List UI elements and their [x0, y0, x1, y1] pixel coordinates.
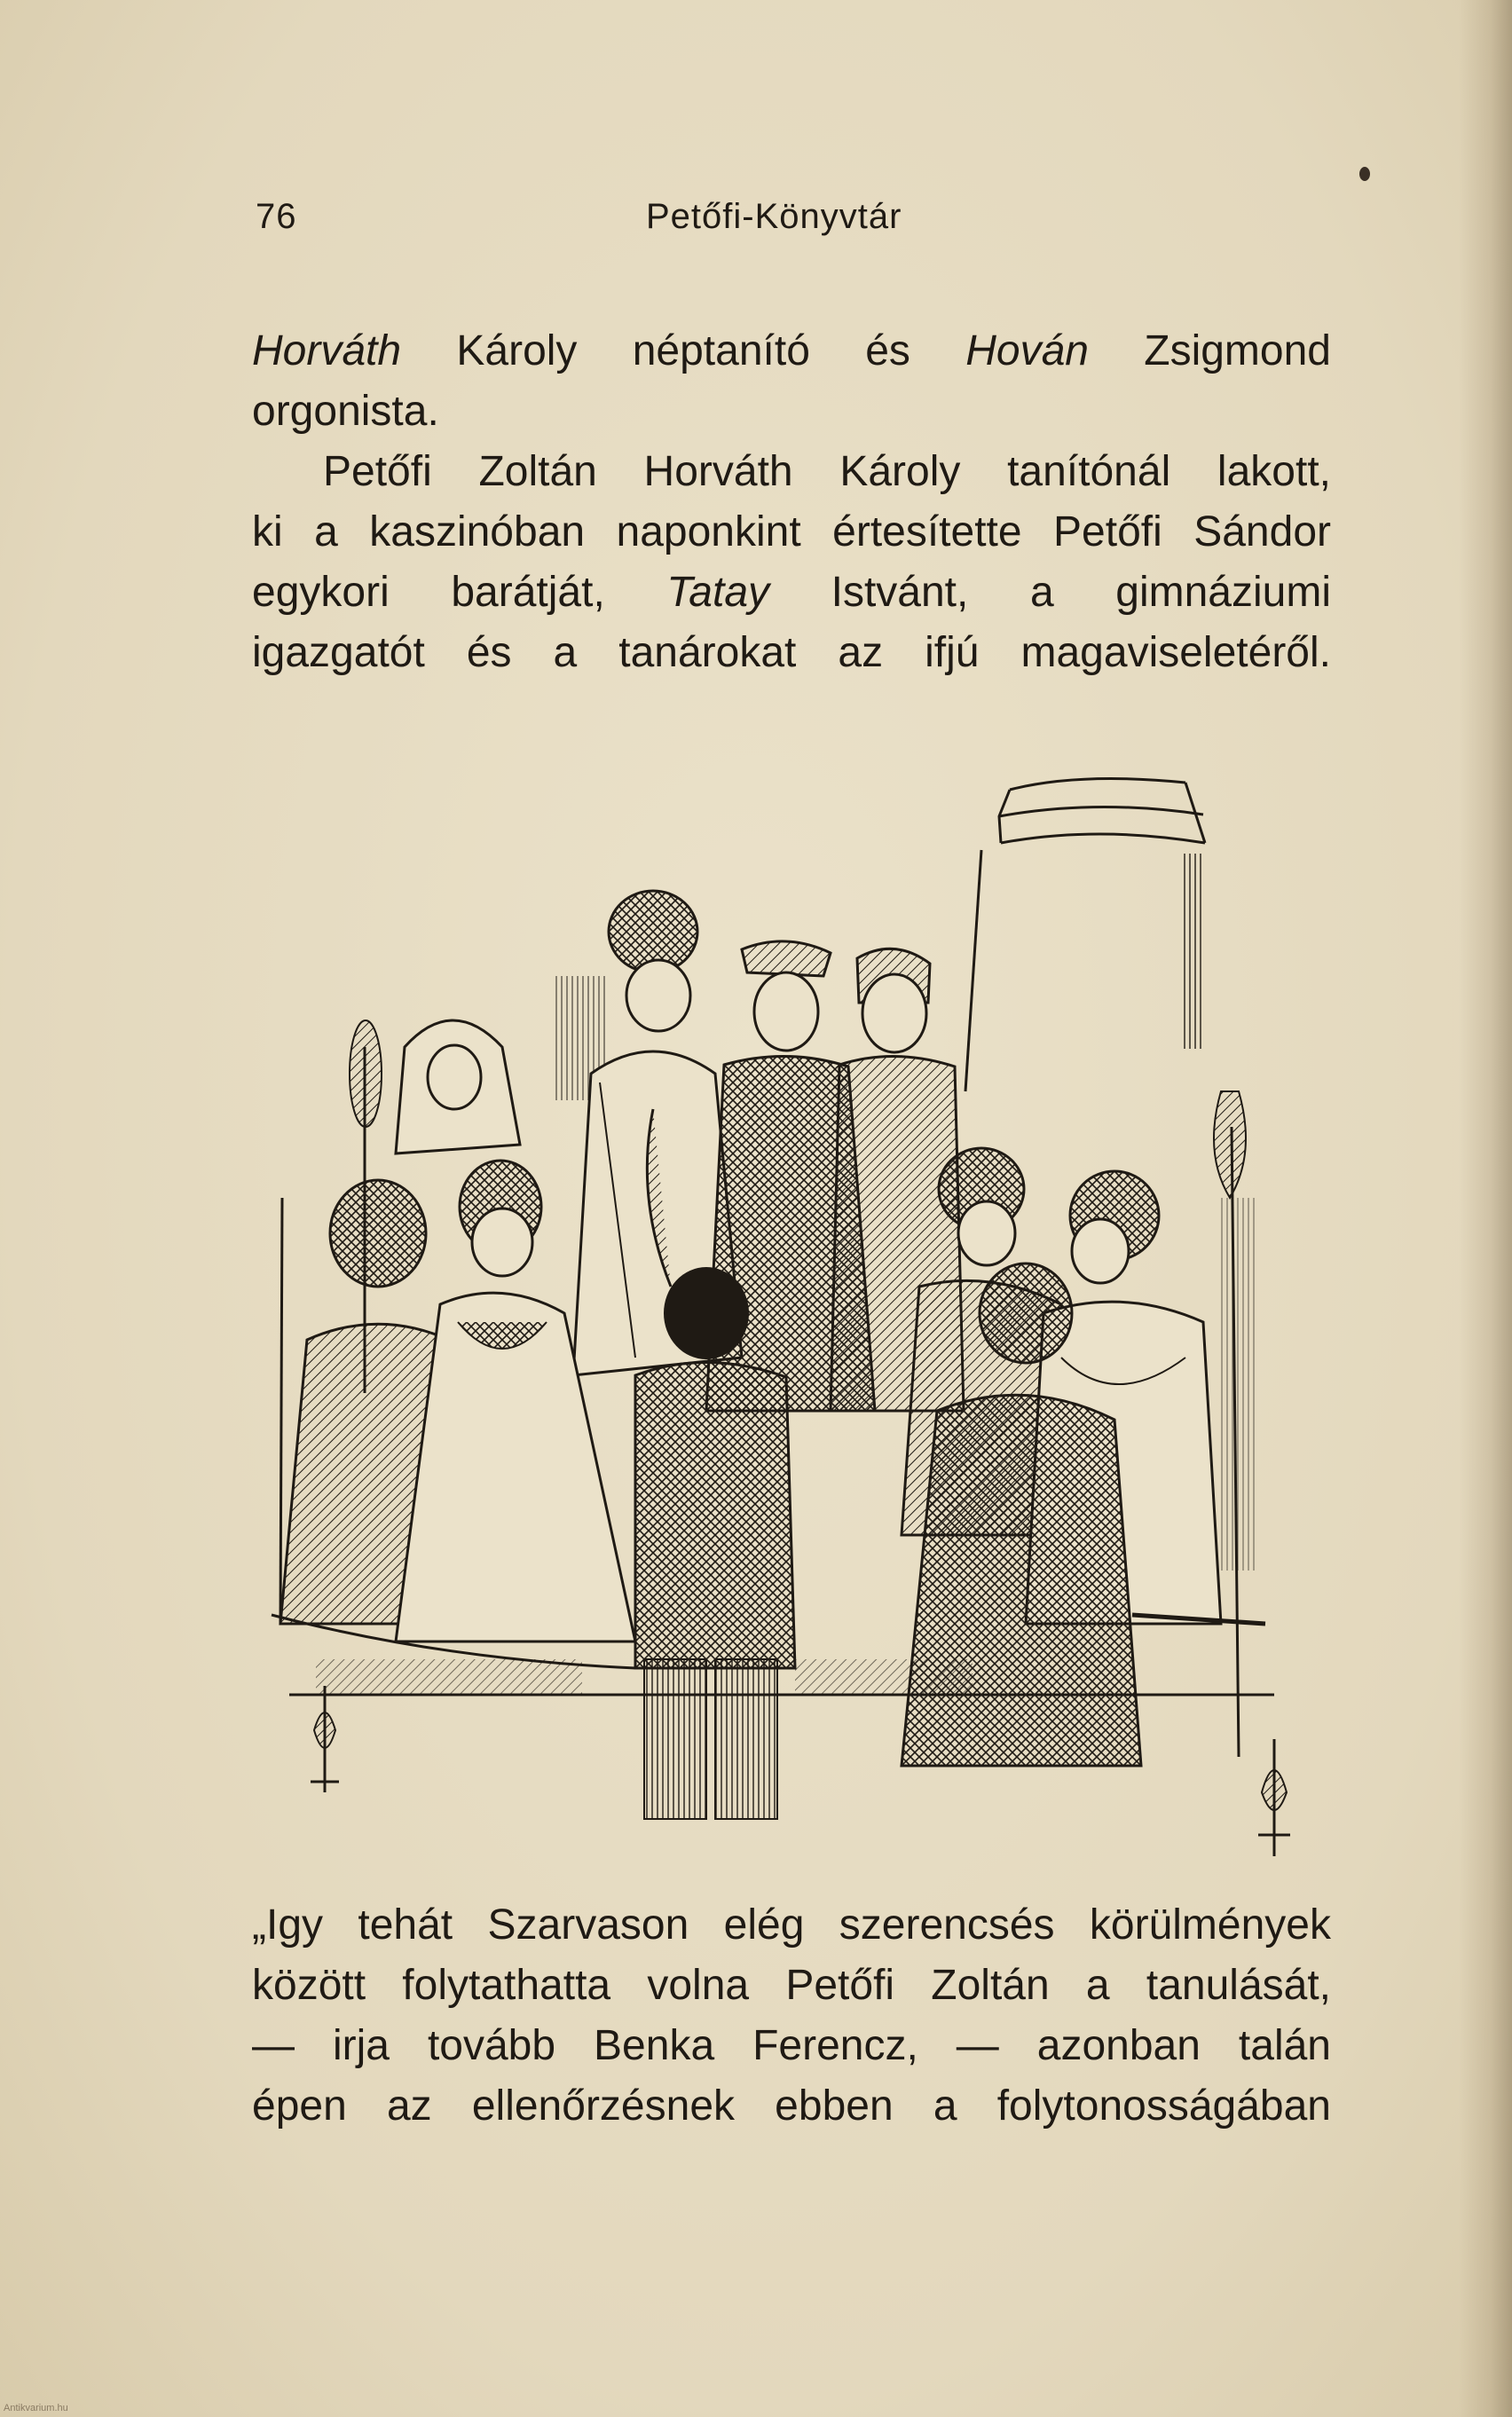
- text-block-top: [252, 321, 1331, 683]
- text-line: épen az ellenőrzésnek ebben a folytonosságában: [252, 2082, 1331, 2130]
- ink-spot: [1359, 167, 1370, 181]
- spinning-room-illustration: [263, 736, 1327, 1863]
- running-head: [256, 197, 1331, 250]
- watermark: Antikvarium.hu: [4, 2403, 68, 2413]
- text-line: Horváth Károly néptanító és Hován Zsigmond: [252, 327, 1331, 374]
- person-name: Tatay: [666, 569, 770, 616]
- spindle-right: [1258, 1739, 1290, 1856]
- stove-drawing: [965, 779, 1205, 1092]
- person-name: Horváth: [252, 327, 402, 374]
- text-line: egykori barátját, Tatay Istvánt, a gimnáziumi: [252, 569, 1331, 616]
- text-line: orgonista.: [252, 388, 439, 435]
- spindle-left: [311, 1686, 339, 1792]
- text-line: Petőfi Zoltán Horváth Károly tanítónál lakott,: [323, 448, 1331, 495]
- person-name: Hován: [965, 327, 1089, 374]
- page-number: 76: [256, 197, 297, 236]
- text-line: — irja tovább Benka Ferencz, — azonban talán: [252, 2022, 1331, 2069]
- text-line: között folytathatta volna Petőfi Zoltán a tanulását,: [252, 1962, 1331, 2009]
- text-line: „Igy tehát Szarvason elég szerencsés körülmények: [252, 1901, 1331, 1949]
- running-title: Petőfi-Könyvtár: [646, 197, 902, 236]
- text-line: igazgatót és a tanárokat az ifjú magaviseletéről.: [252, 629, 1331, 676]
- text-block-bottom: [252, 1895, 1331, 2137]
- headscarf-woman-figure: [396, 1020, 520, 1153]
- page-spine-shadow: [1459, 0, 1512, 2417]
- text-line: ki a kaszinóban naponkint értesítette Petőfi Sándor: [252, 508, 1331, 555]
